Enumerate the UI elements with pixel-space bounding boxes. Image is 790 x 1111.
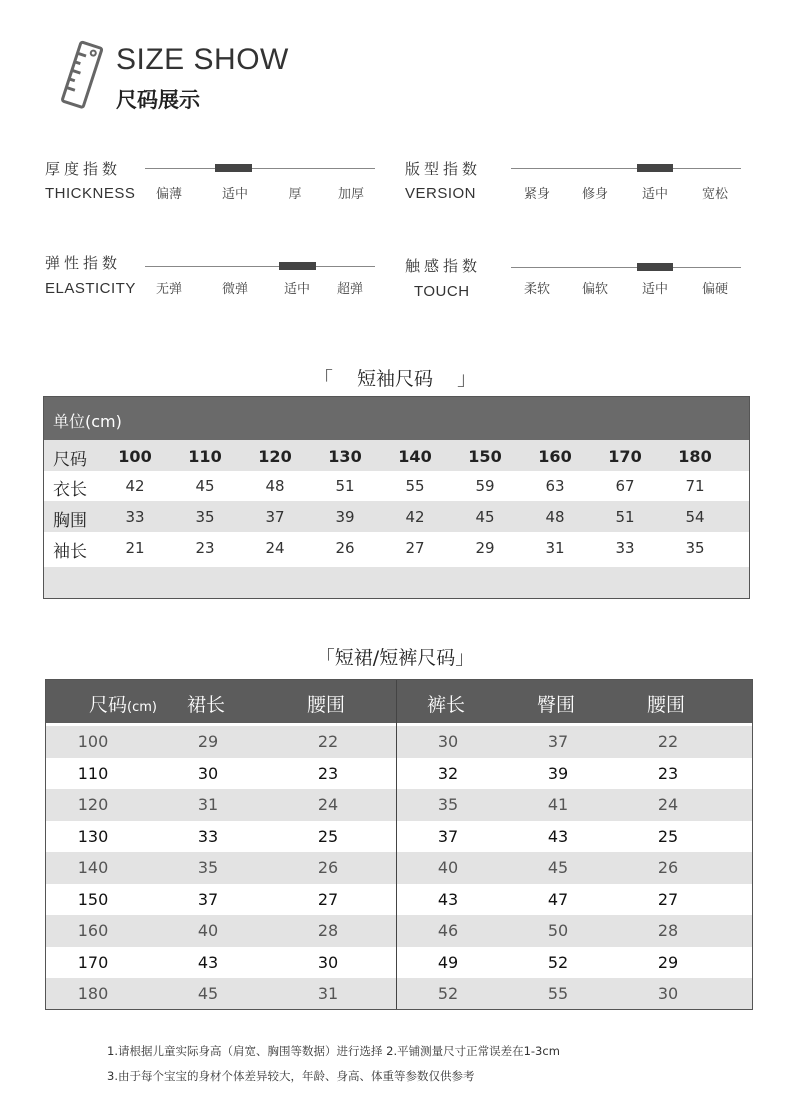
table-cell: 23 [195, 539, 215, 557]
elasticity-level: 超弹 [336, 282, 363, 297]
skirt-shorts-size-table [45, 679, 753, 1010]
thickness-level: 适中 [221, 187, 248, 202]
table-row [46, 978, 752, 1010]
table-cell: 29 [197, 732, 219, 751]
table-cell: 39 [547, 763, 569, 783]
short-sleeve-size-table [43, 396, 750, 599]
table-cell: 55 [405, 477, 425, 495]
table-cell: 45 [197, 984, 219, 1003]
table-cell: 30 [657, 984, 679, 1003]
table-row [46, 852, 752, 884]
table-cell: 51 [615, 508, 635, 526]
table-cell: 28 [657, 921, 679, 940]
touch-title-cn: 触感指数 [405, 257, 482, 275]
size-cell: 120 [77, 795, 109, 814]
table-cell: 130 [328, 447, 362, 466]
table-cell: 33 [125, 508, 145, 526]
table-cell: 26 [657, 858, 679, 877]
table-cell: 52 [547, 952, 569, 972]
table-cell: 54 [685, 508, 705, 526]
elasticity-level: 适中 [283, 282, 310, 297]
table-row [46, 789, 752, 821]
table-filler-row [44, 567, 749, 599]
version-scale-line [511, 168, 741, 169]
row-label: 衣长 [53, 480, 87, 500]
version-marker [637, 164, 673, 172]
table-cell: 21 [125, 539, 145, 557]
version-title-cn: 版型指数 [405, 160, 482, 178]
touch-marker [637, 263, 673, 271]
note-line-2: 3.由于每个宝宝的身材个体差异较大，年龄、身高、体重等参数仅供参考 [107, 1069, 475, 1083]
table-row [44, 470, 749, 501]
table-cell: 67 [615, 477, 635, 495]
touch-level: 偏软 [581, 282, 608, 297]
table-cell: 30 [197, 763, 219, 783]
elasticity-level: 无弹 [155, 282, 182, 297]
table-row [44, 532, 749, 563]
table-cell: 120 [258, 447, 292, 466]
table-row [46, 915, 752, 947]
version-level: 修身 [581, 187, 608, 202]
thickness-title-cn: 厚度指数 [45, 160, 122, 178]
table-cell: 39 [335, 508, 355, 526]
table-row [46, 947, 752, 979]
version-level: 紧身 [523, 187, 550, 202]
table-cell: 29 [475, 539, 495, 557]
table-row [46, 726, 752, 758]
table-cell: 27 [405, 539, 425, 557]
table-cell: 35 [685, 539, 705, 557]
table-header [46, 680, 752, 723]
table-cell: 22 [657, 732, 679, 751]
unit-label: 单位(cm) [53, 412, 122, 431]
touch-title-en: TOUCH [414, 283, 470, 300]
table-cell: 42 [125, 477, 145, 495]
table-row [46, 821, 752, 853]
table-cell: 40 [437, 858, 459, 877]
header-size: 尺码(cm) [89, 694, 157, 716]
version-title-en: VERSION [405, 185, 477, 202]
elasticity-scale-line [145, 266, 375, 267]
table-cell: 31 [197, 795, 219, 814]
table-cell: 59 [475, 477, 495, 495]
table-cell: 29 [657, 952, 679, 972]
table-cell: 24 [265, 539, 285, 557]
table-cell: 71 [685, 477, 705, 495]
table-cell: 31 [545, 539, 565, 557]
column-divider [396, 680, 397, 1009]
table-cell: 24 [317, 795, 339, 814]
table-cell: 26 [317, 858, 339, 877]
thickness-level: 加厚 [337, 187, 364, 202]
table-row [44, 501, 749, 532]
table-cell: 37 [437, 826, 459, 846]
thickness-level: 偏薄 [155, 187, 182, 202]
table-cell: 37 [197, 889, 219, 909]
size-cell: 180 [77, 984, 109, 1003]
row-label: 尺码 [53, 450, 87, 470]
table-cell: 55 [547, 984, 569, 1003]
row-label: 袖长 [53, 542, 87, 562]
table-row [46, 758, 752, 790]
table-cell: 43 [547, 826, 569, 846]
table-cell: 25 [317, 826, 339, 846]
table-cell: 180 [678, 447, 712, 466]
table-cell: 50 [547, 921, 569, 940]
table-cell: 23 [317, 763, 339, 783]
table-cell: 27 [657, 889, 679, 909]
table-cell: 35 [195, 508, 215, 526]
size-cell: 140 [77, 858, 109, 877]
header-skirt-length: 裙长 [186, 694, 225, 716]
header-pants-length: 裤长 [426, 694, 465, 716]
table-cell: 32 [437, 763, 459, 783]
size-cell: 100 [77, 732, 109, 751]
table-cell: 25 [657, 826, 679, 846]
table-cell: 140 [398, 447, 432, 466]
table-cell: 47 [547, 889, 569, 909]
table-cell: 24 [657, 795, 679, 814]
table-header [44, 397, 749, 440]
table-cell: 37 [547, 732, 569, 751]
size-cell: 110 [77, 763, 109, 783]
table-cell: 160 [538, 447, 572, 466]
table-cell: 30 [317, 952, 339, 972]
header-waist: 腰围 [646, 694, 685, 716]
page-subtitle: 尺码展示 [116, 88, 200, 112]
elasticity-marker [279, 262, 316, 270]
elasticity-title-en: ELASTICITY [45, 280, 136, 297]
table-cell: 33 [197, 826, 219, 846]
table-cell: 52 [437, 984, 459, 1003]
table-cell: 42 [405, 508, 425, 526]
table-cell: 35 [197, 858, 219, 877]
table-cell: 43 [197, 952, 219, 972]
touch-level: 柔软 [523, 282, 550, 297]
ruler-icon [58, 40, 108, 110]
table-cell: 45 [195, 477, 215, 495]
header-waist: 腰围 [306, 694, 345, 716]
table-cell: 37 [265, 508, 285, 526]
table-cell: 48 [265, 477, 285, 495]
table-cell: 33 [615, 539, 635, 557]
touch-scale-line [511, 267, 741, 268]
thickness-marker [215, 164, 252, 172]
table-cell: 46 [437, 921, 459, 940]
table-cell: 170 [608, 447, 642, 466]
table-cell: 63 [545, 477, 565, 495]
size-cell: 170 [77, 952, 109, 972]
table-cell: 150 [468, 447, 502, 466]
version-level: 适中 [641, 187, 668, 202]
elasticity-level: 微弹 [221, 282, 248, 297]
thickness-scale-line [145, 168, 375, 169]
table-cell: 31 [317, 984, 339, 1003]
table-cell: 51 [335, 477, 355, 495]
short-sleeve-table-title: 「 短袖尺码 」 [313, 368, 477, 390]
note-line-1: 1.请根据儿童实际身高（肩宽、胸围等数据）进行选择 2.平铺测量尺寸正常误差在1-3cm [107, 1044, 560, 1058]
table-cell: 41 [547, 795, 569, 814]
thickness-title-en: THICKNESS [45, 185, 136, 202]
table-cell: 27 [317, 889, 339, 909]
skirt-shorts-table-title: 「短裙/短裤尺码」 [315, 647, 475, 669]
table-cell: 22 [317, 732, 339, 751]
page-title: SIZE SHOW [116, 43, 289, 76]
touch-level: 偏硬 [701, 282, 728, 297]
table-cell: 35 [437, 795, 459, 814]
version-level: 宽松 [701, 187, 728, 202]
table-cell: 43 [437, 889, 459, 909]
size-cell: 150 [77, 889, 109, 909]
table-cell: 100 [118, 447, 152, 466]
table-cell: 23 [657, 763, 679, 783]
table-cell: 26 [335, 539, 355, 557]
table-row [44, 440, 749, 471]
row-label: 胸围 [53, 511, 87, 531]
table-row [46, 884, 752, 916]
table-cell: 45 [475, 508, 495, 526]
table-cell: 30 [437, 732, 459, 751]
header-hip: 臀围 [536, 694, 575, 716]
table-cell: 45 [547, 858, 569, 877]
table-cell: 28 [317, 921, 339, 940]
touch-level: 适中 [641, 282, 668, 297]
size-cell: 130 [77, 826, 109, 846]
table-cell: 48 [545, 508, 565, 526]
table-cell: 40 [197, 921, 219, 940]
table-cell: 110 [188, 447, 222, 466]
elasticity-title-cn: 弹性指数 [45, 254, 122, 272]
size-cell: 160 [77, 921, 109, 940]
thickness-level: 厚 [288, 187, 302, 202]
table-cell: 49 [437, 952, 459, 972]
